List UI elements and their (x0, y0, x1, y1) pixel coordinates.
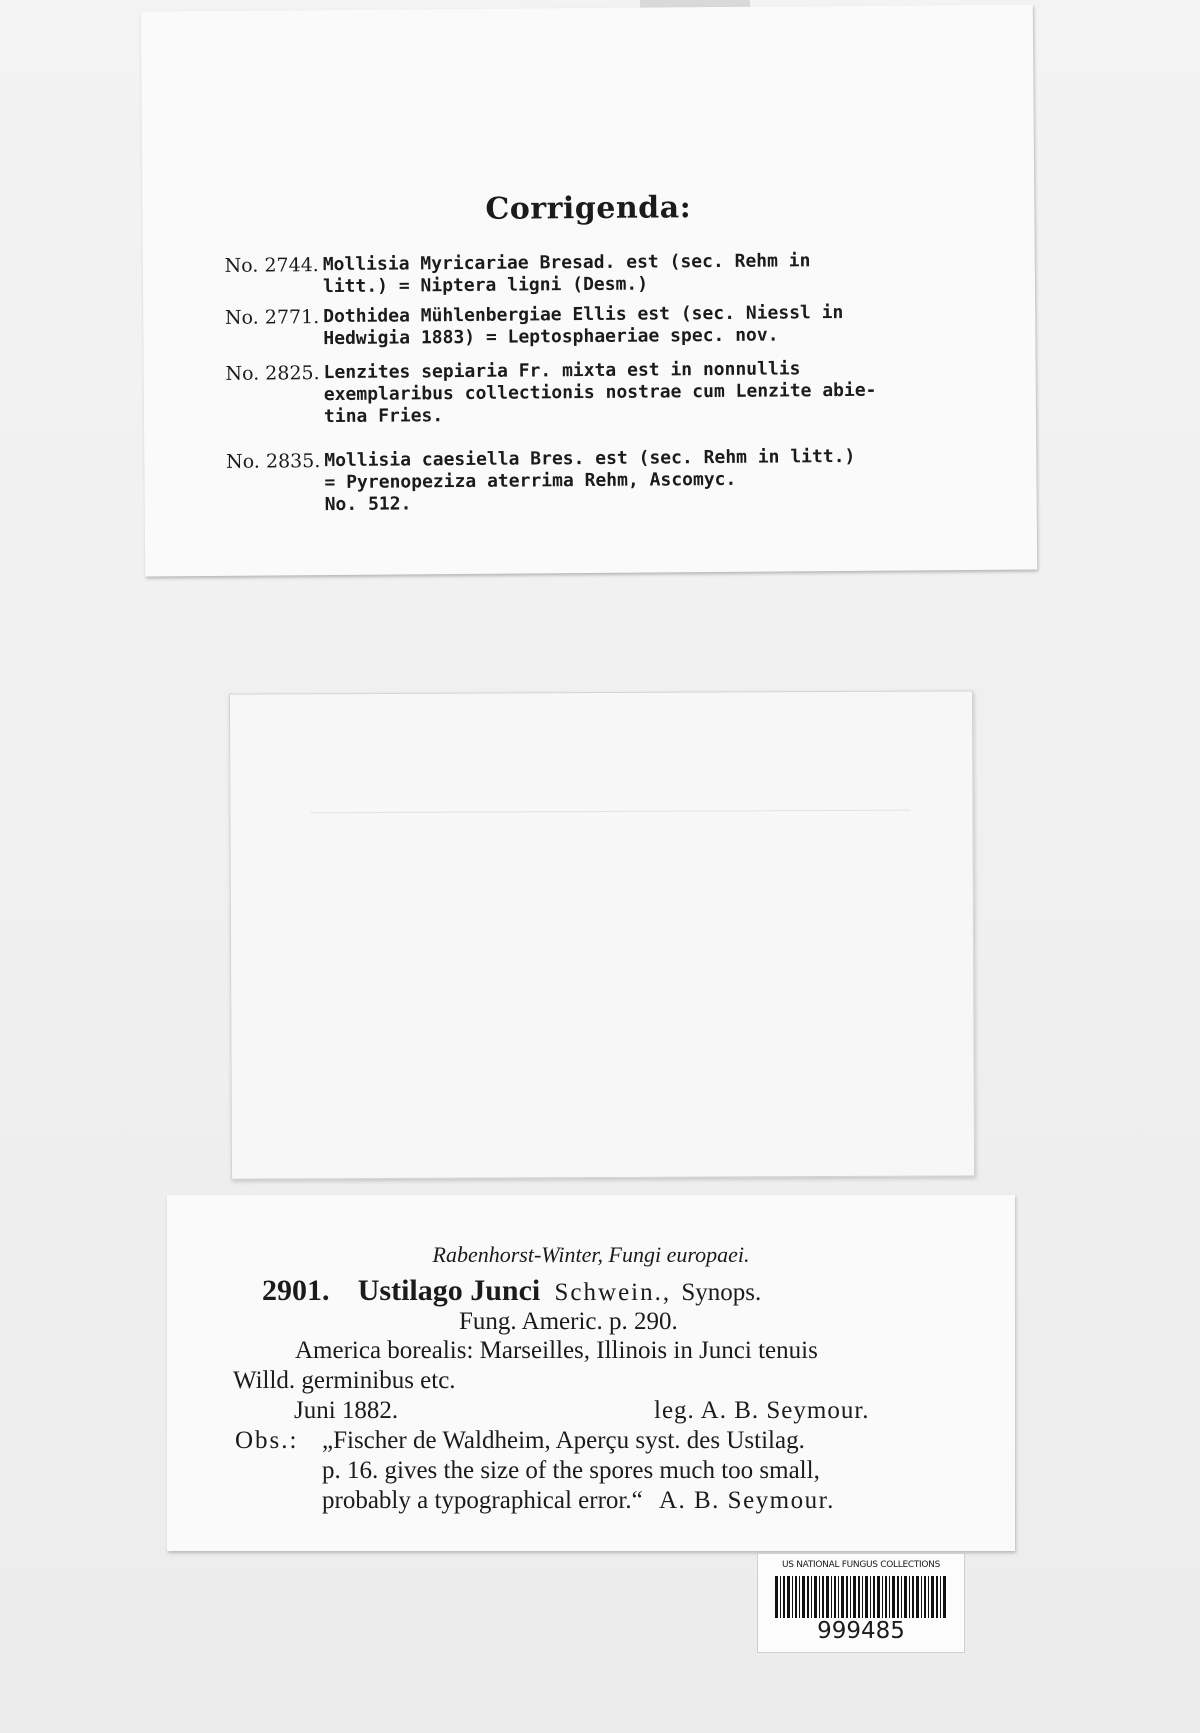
species-title-line (262, 1274, 761, 1308)
specimen-packet[interactable] (229, 690, 975, 1179)
entry-text (324, 357, 964, 428)
entry-line: tina Fries. (323, 405, 444, 428)
species-label (167, 1195, 1015, 1551)
obs-text: probably a typographical error.“ (322, 1487, 643, 1514)
exsiccata-header: Rabenhorst-Winter, Fungi europaei. (432, 1242, 750, 1267)
entry-line: Mollisia caesiella Bres. est (sec. Rehm in litt.) (324, 445, 856, 472)
species-author: Schwein., (554, 1279, 672, 1306)
barcode-number: 999485 (817, 1618, 905, 1644)
collector: leg. A. B. Seymour. (654, 1397, 870, 1424)
locality-line-2: Willd. germinibus etc. (233, 1367, 456, 1394)
packet-fold (310, 810, 910, 814)
entry-line: = Pyrenopeziza aterrima Rehm, Ascomyc. (324, 468, 737, 494)
entry-line: Lenzites sepiaria Fr. mixta est in nonnullis (323, 358, 801, 384)
barcode-label (757, 1553, 965, 1653)
barcode-icon (775, 1576, 947, 1618)
entry-line: exemplaribus collectionis nostrae cum Lenzite abie- (323, 379, 877, 406)
obs-author: A. B. Seymour. (658, 1487, 835, 1514)
exsiccata-number: 2901. (262, 1274, 330, 1307)
entry-line: Mollisia Myricariae Bresad. est (sec. Rehm in (322, 250, 811, 276)
entry-text (323, 301, 963, 350)
corrigenda-entry (199, 301, 989, 350)
corrigenda-entry (200, 445, 990, 516)
locality-line-1: America borealis: Marseilles, Illinois in Junci tenuis (295, 1337, 818, 1364)
corrigenda-entry (199, 249, 989, 298)
corrigenda-title: Corrigenda: (485, 190, 692, 227)
entry-number: No. 2771. (224, 306, 320, 329)
entry-text (324, 445, 964, 516)
entry-line: No. 512. (324, 493, 412, 516)
entry-line: litt.) = Niptera ligni (Desm.) (322, 273, 649, 298)
entry-line: Dothidea Mühlenbergiae Ellis est (sec. Niessl in (323, 302, 844, 328)
collection-date: Juni 1882. (294, 1397, 399, 1424)
institution-name: US NATIONAL FUNGUS COLLECTIONS (781, 1560, 941, 1570)
entry-line: Hedwigia 1883) = Leptosphaeriae spec. nov. (323, 324, 779, 350)
reference-part-1: Synops. (681, 1279, 762, 1306)
obs-line-1: „Fischer de Waldheim, Aperçu syst. des Ustilag. (322, 1427, 805, 1454)
corrigenda-entry (200, 357, 990, 428)
entry-number: No. 2825. (225, 362, 320, 385)
entry-number: No. 2744. (224, 254, 319, 277)
obs-line-3 (322, 1487, 835, 1515)
entry-text (323, 249, 963, 298)
reference-part-2: Fung. Americ. p. 290. (459, 1308, 678, 1335)
corrigenda-label (141, 5, 1037, 577)
obs-label: Obs.: (235, 1427, 299, 1454)
species-name: Ustilago Junci (357, 1274, 541, 1307)
obs-line-2: p. 16. gives the size of the spores much too small, (322, 1457, 820, 1484)
entry-number: No. 2835. (226, 450, 321, 473)
